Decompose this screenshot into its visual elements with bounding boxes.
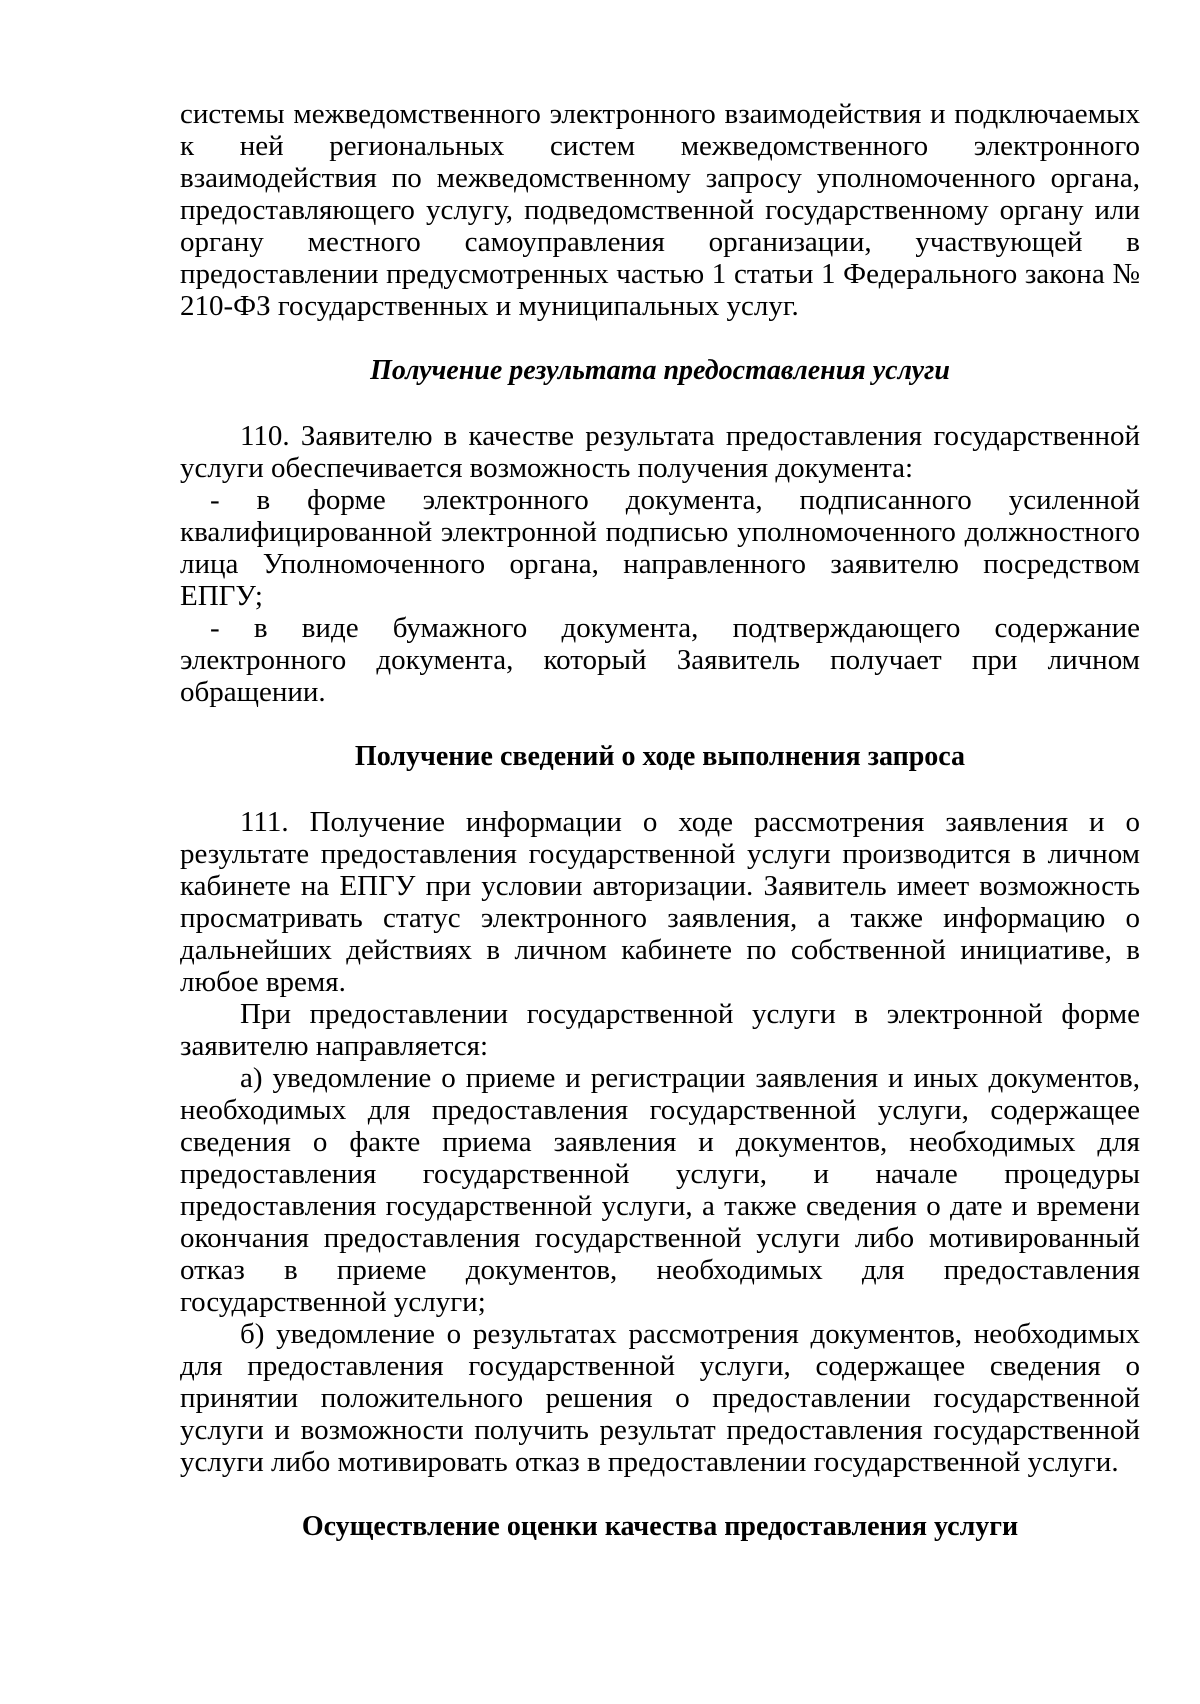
list-item-b: б) уведомление о результатах рассмотрения документов, необходимых для предоставления государственной услуги, содержащее сведения о принятии положительного решения о предоставлении государственной услуги и возможности получить результат предоставления государственной услуги либо мотивировать отказ в предоставлении государственной услуги. [180,1318,1140,1478]
heading-result: Получение результата предоставления услуги [370,355,950,386]
list-item-paper: - в виде бумажного документа, подтверждающего содержание электронного документа, который Заявитель получает при личном обращении. [180,612,1140,708]
list-item-electronic: - в форме электронного документа, подписанного усиленной квалифицированной электронной подписью уполномоченного должностного лица Уполномоченного органа, направленного заявителю посредством ЕПГУ; [180,484,1140,612]
heading-quality: Осуществление оценки качества предоставления услуги [301,1511,1019,1542]
heading-status: Получение сведений о ходе выполнения запроса [354,741,966,772]
list-item-a: а) уведомление о приеме и регистрации заявления и иных документов, необходимых для предоставления государственной услуги, содержащее сведения о факте приема заявления и документов, необходимых для предоставления государственной услуги, и начале процедуры предоставления государственной услуги, а также сведения о дате и времени окончания предоставления государственной услуги либо мотивированный отказ в приеме документов, необходимых для предоставления государственной услуги; [180,1062,1140,1318]
paragraph-notifications-intro: При предоставлении государственной услуги в электронной форме заявителю направляется: [180,998,1140,1062]
continuation-paragraph: системы межведомственного электронного взаимодействия и подключаемых к ней региональных систем межведомственного электронного взаимодействия по межведомственному запросу уполномоченного органа, предоставляющего услугу, подведомственной государственному органу или органу местного самоуправления организации, участвующей в предоставлении предусмотренных частью 1 статьи 1 Федерального закона № 210-ФЗ государственных и муниципальных услуг. [180,98,1140,322]
paragraph-111: 111. Получение информации о ходе рассмотрения заявления и о результате предоставления государственной услуги производится в личном кабинете на ЕПГУ при условии авторизации. Заявитель имеет возможность просматривать статус электронного заявления, а также информацию о дальнейших действиях в личном кабинете по собственной инициативе, в любое время. [180,806,1140,998]
document-page [180,98,1140,1543]
paragraph-110: 110. Заявителю в качестве результата предоставления государственной услуги обеспечивается возможность получения документа: [180,420,1140,484]
